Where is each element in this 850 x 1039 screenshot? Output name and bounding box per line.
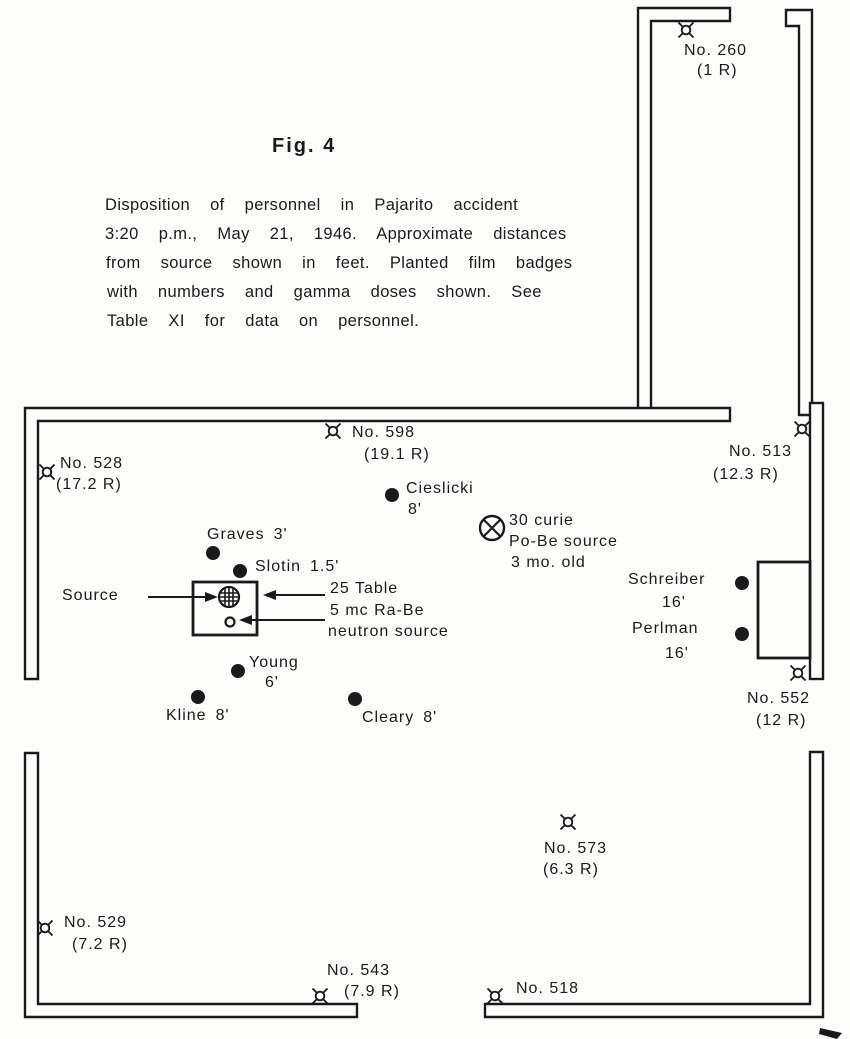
- badge-dose-552: (12 R): [756, 712, 807, 729]
- caption-line-1: Disposition of personnel in Pajarito accident: [105, 196, 519, 214]
- person-dot-graves: [206, 546, 220, 560]
- person-label-kline: [166, 707, 230, 725]
- wall-main-right: [810, 403, 823, 679]
- person-label-cleary: [362, 709, 437, 727]
- badge-number-513: No. 513: [729, 443, 793, 460]
- neutron-source-icon: [226, 618, 235, 627]
- person-name-cieslicki: Cieslicki: [406, 480, 474, 497]
- badge-number-573: No. 573: [544, 840, 608, 857]
- badge-dose-528: (17.2 R): [56, 476, 122, 493]
- person-distance: 8': [215, 707, 230, 724]
- person-label-graves: [207, 526, 288, 544]
- badge-number-518: No. 518: [516, 980, 580, 997]
- person-distance-schreiber: 16': [662, 594, 686, 611]
- person-dot-cleary: [348, 692, 362, 706]
- table-arrow: [263, 590, 325, 600]
- person-dot-schreiber: [735, 576, 749, 590]
- badge-number-528: No. 528: [60, 455, 124, 472]
- neutron-source-label-line2: neutron source: [328, 623, 449, 640]
- pobe-label-line2: Po-Be source: [509, 533, 618, 550]
- film-badge-icon-513: [795, 422, 810, 437]
- film-badge-icon-260: [679, 23, 694, 38]
- ink-smudge: [819, 1028, 842, 1039]
- caption-line-4: with numbers and gamma doses shown. See: [107, 283, 542, 301]
- person-name-perlman: Perlman: [632, 620, 699, 637]
- person-dot-young: [231, 664, 245, 678]
- pobe-label-line1: 30 curie: [509, 512, 574, 529]
- person-distance-young: 6': [265, 674, 279, 691]
- person-distance-cieslicki: 8': [408, 501, 422, 518]
- film-badge-icon-518: [488, 989, 503, 1004]
- caption-line-2: 3:20 p.m., May 21, 1946. Approximate distances: [105, 225, 567, 243]
- caption-line-5: Table XI for data on personnel.: [107, 312, 420, 330]
- badge-number-260: No. 260: [684, 42, 748, 59]
- person-dot-perlman: [735, 627, 749, 641]
- film-badge-icon-598: [326, 424, 341, 439]
- person-dot-slotin: [233, 564, 247, 578]
- film-badge-icon-529: [38, 921, 53, 936]
- wall-bottom-left-room: [25, 753, 357, 1017]
- table-label: 25 Table: [330, 580, 399, 597]
- neutron-source-label-line1: 5 mc Ra-Be: [330, 602, 425, 619]
- badge-dose-543: (7.9 R): [344, 983, 400, 1000]
- film-badge-icons: [38, 23, 810, 1004]
- person-name: Slotin: [255, 558, 302, 575]
- person-distance: 1.5': [310, 558, 340, 575]
- badge-number-529: No. 529: [64, 914, 128, 931]
- person-name-young: Young: [249, 654, 299, 671]
- badge-dose-573: (6.3 R): [543, 861, 599, 878]
- person-dot-cieslicki: [385, 488, 399, 502]
- badge-number-552: No. 552: [747, 690, 811, 707]
- person-name: Kline: [166, 707, 207, 724]
- person-distance-perlman: 16': [665, 645, 689, 662]
- source-label: Source: [62, 587, 119, 604]
- pobe-label-line3: 3 mo. old: [511, 554, 586, 571]
- wall-bottom-right-room: [485, 752, 823, 1017]
- caption-line-3: from source shown in feet. Planted film badges: [106, 254, 573, 272]
- film-badge-icon-543: [313, 989, 328, 1004]
- person-label-slotin: [255, 558, 339, 576]
- person-dot-kline: [191, 690, 205, 704]
- person-distance: 3': [273, 526, 288, 543]
- badge-dose-529: (7.2 R): [72, 936, 128, 953]
- source-symbol-icon: [218, 586, 240, 608]
- pobe-source-icon: [480, 516, 504, 540]
- badge-number-543: No. 543: [327, 962, 391, 979]
- badge-dose-513: (12.3 R): [713, 466, 779, 483]
- wall-corridor-right: [786, 10, 812, 415]
- badge-dose-598: (19.1 R): [364, 446, 430, 463]
- person-distance: 8': [423, 709, 438, 726]
- film-badge-icon-573: [561, 815, 576, 830]
- film-badge-icon-552: [791, 666, 806, 681]
- person-name: Graves: [207, 526, 265, 543]
- badge-dose-260: (1 R): [697, 62, 738, 79]
- person-name: Cleary: [362, 709, 415, 726]
- neutron-source-arrow: [239, 615, 325, 625]
- figure-title: Fig. 4: [272, 135, 337, 157]
- film-badge-icon-528: [40, 465, 55, 480]
- desk-rect: [758, 562, 810, 658]
- source-arrow: [148, 592, 218, 602]
- person-name-schreiber: Schreiber: [628, 571, 706, 588]
- building-walls: [25, 8, 823, 1017]
- badge-number-598: No. 598: [352, 424, 416, 441]
